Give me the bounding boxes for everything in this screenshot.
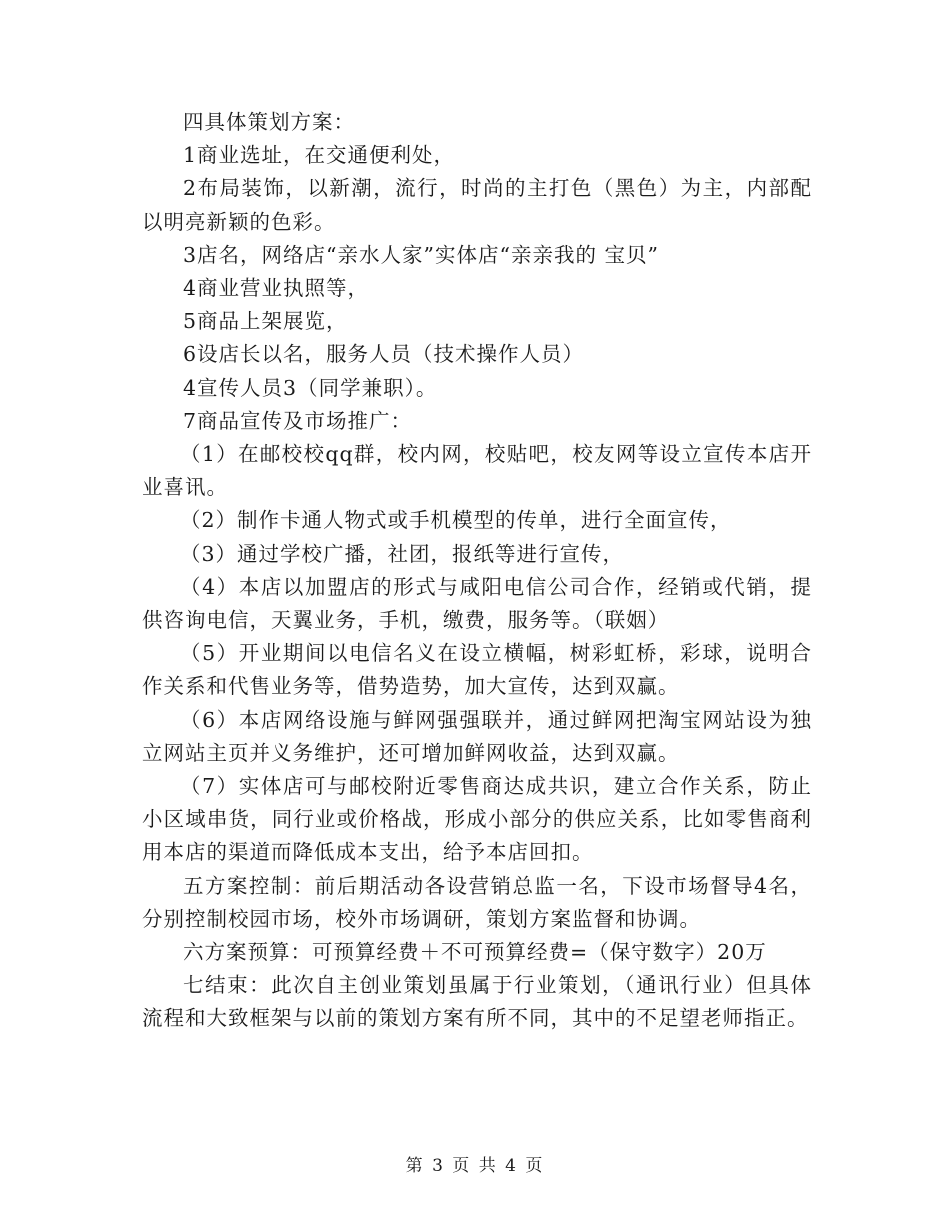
paragraph-item-6: 6设店长以名，服务人员（技术操作人员） — [183, 342, 585, 367]
document-body — [142, 106, 812, 1036]
paragraph-subitem-6: （6）本店网络设施与鲜网强强联并，通过鲜网把淘宝网站设为独立网站主页并义务维护，还可增加鲜网收益，达到双赢。 — [142, 707, 812, 765]
paragraph-subitem-4: （4）本店以加盟店的形式与咸阳电信公司合作，经销或代销，提供咨询电信，天翼业务，手机，缴费，服务等。（联姻） — [142, 574, 812, 633]
page-number-footer: 第 3 页 共 4 页 — [405, 1156, 545, 1176]
paragraph-item-7: 7商品宣传及市场推广： — [183, 408, 413, 433]
section-plan-budget: 六方案预算：可预算经费＋不可预算经费=（保守数字）20万 — [183, 940, 767, 965]
paragraph-item-2: 2布局装饰，以新潮，流行，时尚的主打色（黑色）为主，内部配以明亮新颖的色彩。 — [142, 176, 812, 234]
paragraph-item-1: 1商业选址，在交通便利处， — [183, 143, 456, 168]
section-conclusion: 七结束：此次自主创业策划虽属于行业策划，（通讯行业）但具体流程和大致框架与以前的策划方案有所不同，其中的不足望老师指正。 — [142, 973, 812, 1031]
section-plan-control: 五方案控制：前后期活动各设营销总监一名，下设市场督导4名，分别控制校园市场，校外市场调研，策划方案监督和协调。 — [142, 873, 812, 931]
paragraph-subitem-3: （3）通过学校广播，社团，报纸等进行宣传， — [180, 541, 625, 566]
paragraph-subitem-2: （2）制作卡通人物式或手机模型的传单，进行全面宣传， — [180, 508, 732, 533]
paragraph-subitem-7: （7）实体店可与邮校附近零售商达成共识，建立合作关系，防止小区域串货，同行业或价格战，形成小部分的供应关系，比如零售商利用本店的渠道而降低成本支出，给予本店回扣。 — [142, 774, 812, 865]
paragraph-item-3: 3店名，网络店“亲水人家”实体店“亲亲我的 宝贝” — [183, 242, 659, 267]
paragraph-subitem-5: （5）开业期间以电信名义在设立横幅，树彩虹桥，彩球，说明合作关系和代售业务等，借势造势，加大宣传，达到双赢。 — [142, 641, 812, 699]
paragraph-subitem-1: （1）在邮校校qq群，校内网，校贴吧，校友网等设立宣传本店开业喜讯。 — [142, 442, 812, 500]
paragraph-item-4: 4商业营业执照等， — [183, 276, 370, 301]
paragraph-item-4b: 4宣传人员3（同学兼职）。 — [183, 375, 438, 400]
paragraph-item-5: 5商品上架展览， — [183, 309, 348, 334]
section-heading-plan: 四具体策划方案： — [183, 110, 355, 134]
